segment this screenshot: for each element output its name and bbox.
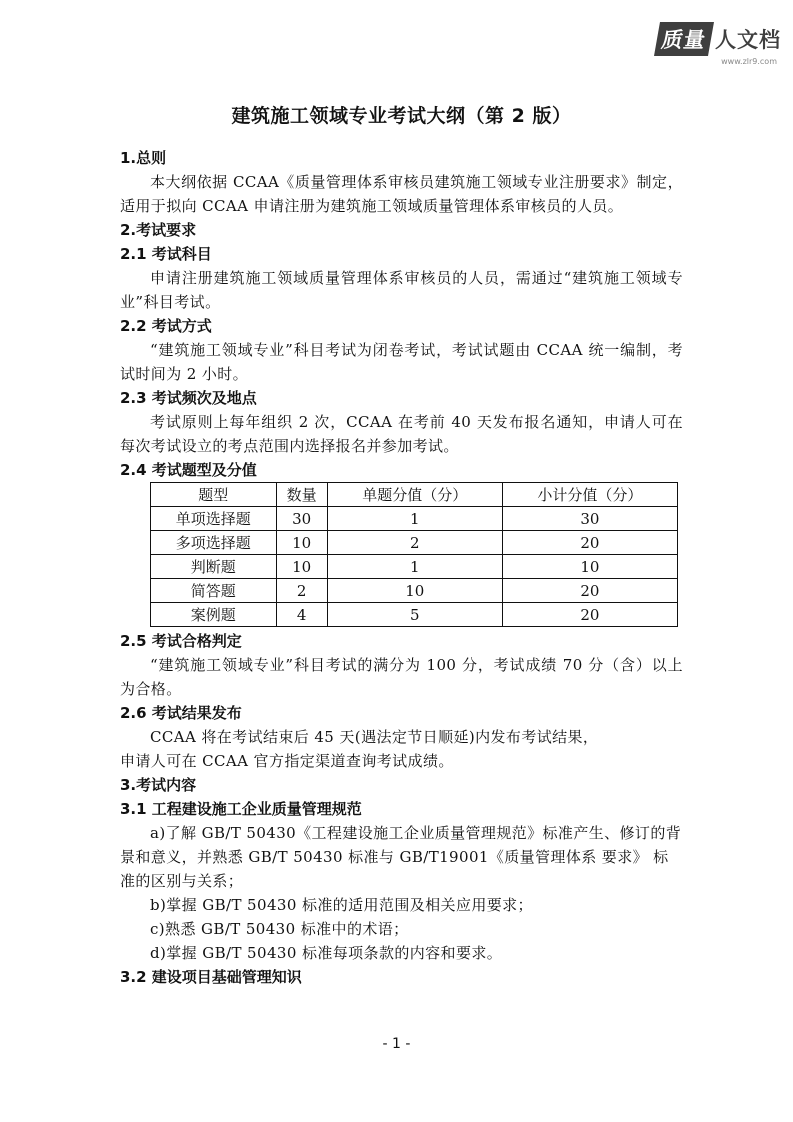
table-cell: 案例题: [151, 603, 277, 627]
table-row: [151, 555, 678, 579]
table-row: [151, 531, 678, 555]
heading-3: 3.考试内容: [120, 776, 197, 794]
paragraph-2-1: 申请注册建筑施工领域质量管理体系审核员的人员，需通过“建筑施工领域专业”科目考试。: [120, 269, 683, 311]
table-cell: 20: [502, 603, 677, 627]
table-header-cell: 小计分值（分）: [502, 483, 677, 507]
table-cell: 20: [502, 579, 677, 603]
paragraph-1: 本大纲依据 CCAA《质量管理体系审核员建筑施工领域专业注册要求》制定，适用于拟向 CCAA 申请注册为建筑施工领域质量管理体系审核员的人员。: [120, 173, 683, 215]
heading-1: 1.总则: [120, 149, 167, 167]
table-cell: 单项选择题: [151, 507, 277, 531]
table-cell: 30: [276, 507, 327, 531]
list-item: c)熟悉 GB/T 50430 标准中的术语；: [150, 920, 409, 938]
logo-box-text: 质量: [654, 22, 714, 56]
paragraph-2-2: “建筑施工领域专业”科目考试为闭卷考试，考试试题由 CCAA 统一编制，考试时间为 2 小时。: [120, 341, 683, 383]
table-cell: 10: [502, 555, 677, 579]
heading-2: 2.考试要求: [120, 221, 197, 239]
document-body: [120, 146, 683, 989]
table-cell: 1: [327, 555, 502, 579]
page-number: - 1 -: [382, 1036, 411, 1052]
table-cell: 简答题: [151, 579, 277, 603]
paragraph-2-5: “建筑施工领域专业”科目考试的满分为 100 分，考试成绩 70 分（含）以上为合格。: [120, 656, 683, 698]
heading-2-1: 2.1 考试科目: [120, 245, 212, 263]
table-cell: 10: [276, 555, 327, 579]
table-header-cell: 单题分值（分）: [327, 483, 502, 507]
heading-2-6: 2.6 考试结果发布: [120, 704, 242, 722]
table-cell: 多项选择题: [151, 531, 277, 555]
table-cell: 4: [276, 603, 327, 627]
table-header-cell: 数量: [276, 483, 327, 507]
heading-2-2: 2.2 考试方式: [120, 317, 212, 335]
table-cell: 10: [327, 579, 502, 603]
table-row: [151, 507, 678, 531]
document-title: 建筑施工领域专业考试大纲（第 2 版）: [231, 105, 572, 127]
heading-3-1: 3.1 工程建设施工企业质量管理规范: [120, 800, 362, 818]
table-cell: 5: [327, 603, 502, 627]
table-cell: 2: [276, 579, 327, 603]
paragraph-2-6-line-1: CCAA 将在考试结束后 45 天(遇法定节日顺延)内发布考试结果，: [150, 728, 599, 746]
logo-text: 人文档: [715, 28, 781, 52]
table-header-row: [151, 483, 678, 507]
heading-2-4: 2.4 考试题型及分值: [120, 461, 257, 479]
table-header-cell: 题型: [151, 483, 277, 507]
score-table: [150, 482, 678, 627]
table-cell: 20: [502, 531, 677, 555]
heading-2-3: 2.3 考试频次及地点: [120, 389, 257, 407]
table-row: [151, 603, 678, 627]
table-cell: 1: [327, 507, 502, 531]
paragraph-2-3: 考试原则上每年组织 2 次，CCAA 在考前 40 天发布报名通知，申请人可在每次考试设立的考点范围内选择报名并参加考试。: [120, 413, 683, 455]
table-cell: 判断题: [151, 555, 277, 579]
list-item: b)掌握 GB/T 50430 标准的适用范围及相关应用要求；: [150, 896, 533, 914]
logo-url: www.zlr9.com: [721, 57, 777, 66]
heading-2-5: 2.5 考试合格判定: [120, 632, 242, 650]
list-item: d)掌握 GB/T 50430 标准每项条款的内容和要求。: [150, 944, 503, 962]
paragraph-2-6-line-2: 申请人可在 CCAA 官方指定渠道查询考试成绩。: [120, 752, 454, 770]
table-cell: 2: [327, 531, 502, 555]
site-logo: [657, 22, 781, 66]
heading-3-2: 3.2 建设项目基础管理知识: [120, 968, 302, 986]
list-item: a)了解 GB/T 50430《工程建设施工企业质量管理规范》标准产生、修订的背景和意义，并熟悉 GB/T 50430 标准与 GB/T19001《质量管理体系 要求》 标准的区别与关系；: [120, 824, 682, 890]
table-row: [151, 579, 678, 603]
table-cell: 10: [276, 531, 327, 555]
table-cell: 30: [502, 507, 677, 531]
